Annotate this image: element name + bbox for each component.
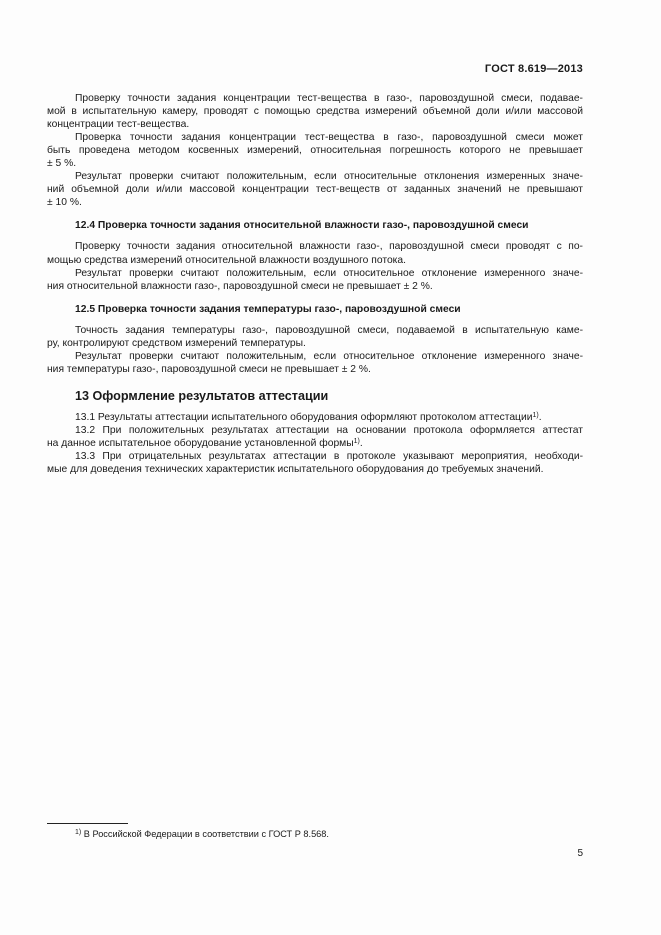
footnote-divider: [47, 823, 128, 824]
text-line: ния температуры газо-, паровоздушной смеси не превышает ± 2 %.: [47, 363, 371, 375]
text-line: Проверку точности задания относительной влажности газо-, паровоздушной смеси проводят с по-: [75, 241, 583, 253]
text-line: ± 10 %.: [47, 197, 82, 209]
paragraph-indirect-measurement: [47, 131, 583, 170]
text-line: концентрации тест-вещества.: [47, 119, 190, 131]
text-line: [47, 411, 583, 424]
clause-end: .: [359, 438, 363, 450]
page-number: 5: [577, 848, 583, 859]
text-line: Результат проверки считают положительным, если относительное отклонение измеренного значе-: [75, 350, 583, 362]
text-line: мощью средства измерений относительной влажности воздушного потока.: [47, 254, 406, 266]
paragraph-temperature-check: [47, 324, 583, 350]
paragraph-concentration-result: [47, 170, 583, 209]
text-line: Результат проверки считают положительным, если относительные отклонения измеренных значе-: [75, 171, 583, 183]
document-code-header: ГОСТ 8.619—2013: [484, 63, 583, 75]
text-line: 13.2 При положительных результатах аттестации на основании протокола оформляется аттестат: [75, 424, 583, 436]
paragraph-humidity-check: [47, 240, 583, 266]
text-line: ний объемной доли и/или массовой концентрации тест-веществ от заданных значений не превышают: [47, 184, 583, 196]
text-line: ния относительной влажности газо-, паровоздушной смеси не превышает ± 2 %.: [47, 280, 433, 292]
clause-text: 13.1 Результаты аттестации испытательного оборудования оформляют протоколом аттестации: [75, 411, 533, 423]
footnote-reference[interactable]: 1): [532, 411, 539, 419]
text-line: быть проведена методом косвенных измерений, относительная погрешность которого не превышает: [47, 145, 583, 157]
text-line: 13.3 При отрицательных результатах аттестации в протоколе указывают мероприятия, необходи-: [75, 451, 583, 463]
clause-13-1: [47, 411, 583, 424]
subsection-heading-12-4: 12.4 Проверка точности задания относительной влажности газо-, паровоздушной смеси: [75, 220, 529, 232]
section-heading-13: 13 Оформление результатов аттестации: [75, 388, 329, 403]
text-line: [47, 437, 583, 450]
paragraph-humidity-result: [47, 267, 583, 293]
page-content: [47, 92, 583, 476]
clause-13-3: [47, 450, 583, 476]
footnote: [75, 829, 329, 839]
footnote-text: В Российской Федерации в соответствии с ГОСТ Р 8.568.: [83, 829, 329, 839]
text-line: ± 5 %.: [47, 158, 77, 170]
footnote-marker: 1): [75, 829, 82, 836]
text-line: мой в испытательную камеру, проводят с помощью средства измерений объемной доли и/или массовой: [47, 106, 583, 118]
subsection-heading-12-5: 12.5 Проверка точности задания температуры газо-, паровоздушной смеси: [75, 303, 461, 315]
clause-13-2: [47, 424, 583, 450]
clause-end: .: [538, 411, 542, 423]
footnote-reference[interactable]: 1): [353, 438, 360, 446]
text-line: мые для доведения технических характеристик испытательного оборудования до требуемых значений.: [47, 464, 544, 476]
text-line: Результат проверки считают положительным, если относительное отклонение измеренного значе-: [75, 267, 583, 279]
paragraph-temperature-result: [47, 350, 583, 376]
paragraph-concentration-check: [47, 92, 583, 131]
text-line: Проверку точности задания концентрации тест-вещества в газо-, паровоздушной смеси, подавае-: [75, 93, 583, 104]
text-line: ру, контролируют средством измерений температуры.: [47, 337, 306, 349]
text-line: Проверка точности задания концентрации тест-вещества в газо-, паровоздушной смеси может: [75, 132, 583, 144]
clause-text: на данное испытательное оборудование установленной формы: [47, 438, 354, 450]
text-line: Точность задания температуры газо-, паровоздушной смеси, подаваемой в испытательную каме-: [75, 324, 583, 336]
